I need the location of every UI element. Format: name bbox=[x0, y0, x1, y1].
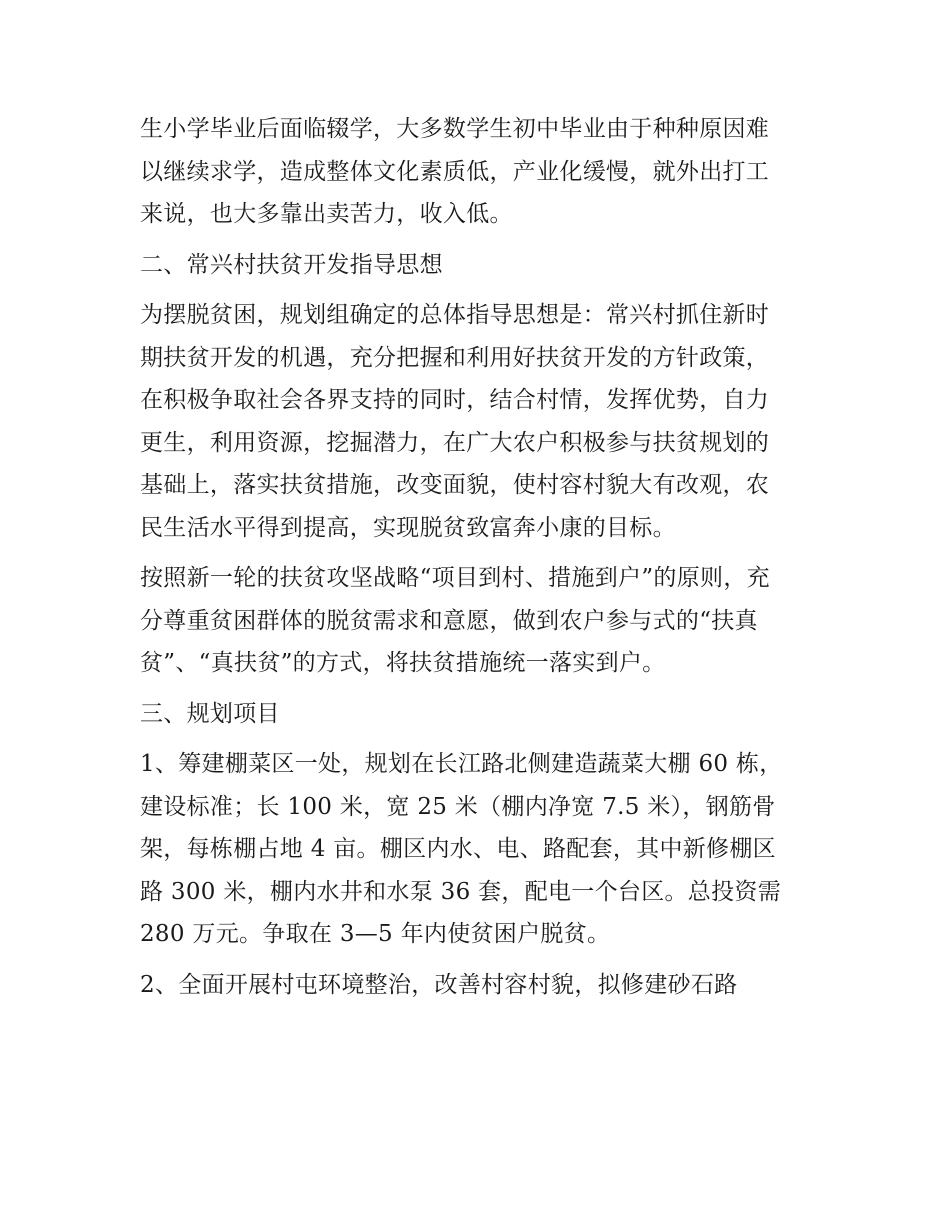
heading-line: 二、常兴村扶贫开发指导思想 bbox=[140, 251, 443, 278]
paragraph-guiding-ideology bbox=[140, 294, 812, 549]
text-line: 以继续求学，造成整体文化素质低，产业化缓慢，就外出打工 bbox=[140, 158, 770, 185]
text-line: 架，每栋棚占地 4 亩。棚区内水、电、路配套，其中新修棚区 bbox=[140, 836, 776, 862]
text-line: 贫”、“真扶贫”的方式，将扶贫措施统一落实到户。 bbox=[140, 650, 666, 676]
section-heading-planning-projects bbox=[140, 693, 812, 736]
text-line: 来说，也大多靠出卖苦力，收入低。 bbox=[140, 201, 513, 227]
paragraph-project-2 bbox=[140, 964, 812, 1007]
text-line: 为摆脱贫困，规划组确定的总体指导思想是：常兴村抓住新时 bbox=[140, 302, 770, 328]
paragraph-strategy bbox=[140, 557, 812, 685]
text-line: 2、全面开展村屯环境整治，改善村容村貌，拟修建砂石路 bbox=[140, 971, 738, 998]
text-line: 280 万元。争取在 3—5 年内使贫困户脱贫。 bbox=[140, 921, 611, 947]
document-body bbox=[140, 108, 812, 1006]
section-heading-guiding-ideology bbox=[140, 244, 812, 287]
text-line: 基础上，落实扶贫措施，改变面貌，使村容村貌大有改观，农 bbox=[140, 472, 770, 498]
text-line: 更生，利用资源，挖掘潜力，在广大农户积极参与扶贫规划的 bbox=[140, 429, 770, 456]
text-line: 期扶贫开发的机遇，充分把握和利用好扶贫开发的方针政策， bbox=[140, 344, 770, 371]
text-line: 按照新一轮的扶贫攻坚战略“项目到村、措施到户”的原则，充 bbox=[140, 565, 770, 591]
text-line: 1、筹建棚菜区一处，规划在长江路北侧建造蔬菜大棚 60 栋， bbox=[140, 751, 783, 777]
text-line: 建设标准；长 100 米，宽 25 米（棚内净宽 7.5 米），钢筋骨 bbox=[140, 793, 776, 820]
text-line: 在积极争取社会各界支持的同时，结合村情，发挥优势，自力 bbox=[140, 387, 770, 413]
text-line: 分尊重贫困群体的脱贫需求和意愿，做到农户参与式的“扶真 bbox=[140, 607, 758, 634]
text-line: 路 300 米，棚内水井和水泵 36 套，配电一个台区。总投资需 bbox=[140, 878, 782, 905]
text-line: 民生活水平得到提高，实现脱贫致富奔小康的目标。 bbox=[140, 514, 676, 541]
text-line: 生小学毕业后面临辍学，大多数学生初中毕业由于种种原因难 bbox=[140, 116, 770, 142]
heading-line: 三、规划项目 bbox=[140, 700, 280, 727]
paragraph-project-1 bbox=[140, 743, 812, 956]
paragraph-education-intro bbox=[140, 108, 812, 236]
